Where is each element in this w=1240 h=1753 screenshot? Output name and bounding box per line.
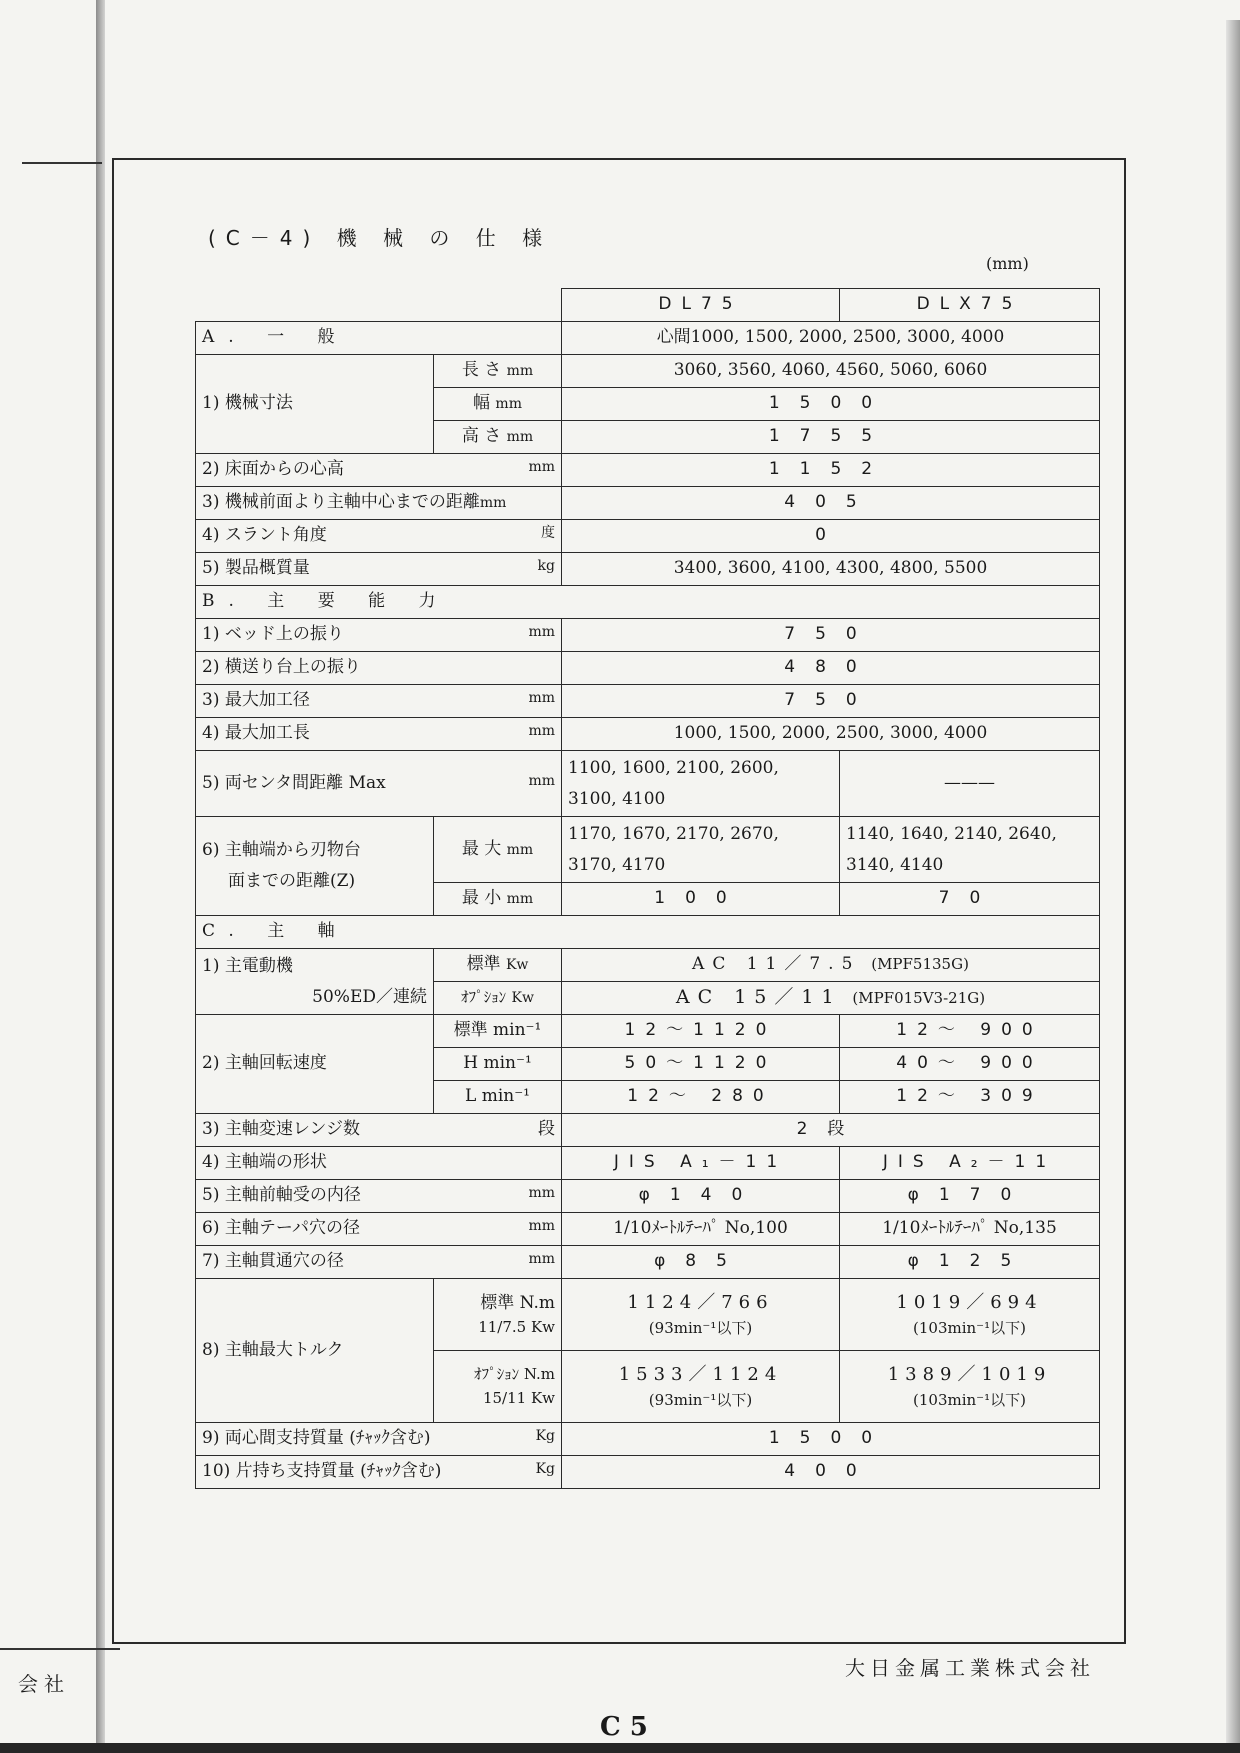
- section-b-row: [196, 586, 1100, 619]
- row-label: 9) 両心間支持質量 (ﾁｬｯｸ含む) Kg: [196, 1423, 562, 1456]
- value-cell: 1/10ﾒｰﾄﾙﾃｰﾊﾟ No,135: [840, 1213, 1100, 1246]
- table-row: [196, 751, 1100, 817]
- header-row: [196, 289, 1100, 322]
- scan-shadow-bottom: [0, 1743, 1240, 1753]
- row-label: 1) ベッド上の振り mm: [196, 619, 562, 652]
- company-name: 大日金属工業株式会社: [845, 1656, 1095, 1680]
- value-cell: φ85: [562, 1246, 840, 1279]
- value-cell: 1389／1019 (103min⁻¹以下): [840, 1351, 1100, 1423]
- row-label: 1) 機械寸法: [196, 355, 434, 454]
- value-cell: 0: [562, 520, 1100, 553]
- value-cell: 12～ 900: [840, 1015, 1100, 1048]
- sub-label: H min⁻¹: [434, 1048, 562, 1081]
- sub-label: ｵﾌﾟｼｮﾝ Kw: [434, 982, 562, 1015]
- value-cell: 1500: [562, 388, 1100, 421]
- table-row: [196, 817, 1100, 883]
- section-a-label: A. 一 般: [196, 322, 562, 355]
- value-cell: JIS A₁－11: [562, 1147, 840, 1180]
- value-cell: 1500: [562, 1423, 1100, 1456]
- sub-label: 標準 Kw: [434, 949, 562, 982]
- row-label: 4) 最大加工長 mm: [196, 718, 562, 751]
- row-label: 5) 製品概質量 kg: [196, 553, 562, 586]
- sub-label: 最 大 mm: [434, 817, 562, 883]
- row-label: 7) 主軸貫通穴の径 mm: [196, 1246, 562, 1279]
- table-row: [196, 718, 1100, 751]
- value-cell: 1533／1124 (93min⁻¹以下): [562, 1351, 840, 1423]
- row-label: 3) 最大加工径 mm: [196, 685, 562, 718]
- value-cell: 50～1120: [562, 1048, 840, 1081]
- row-label: 2) 横送り台上の振り: [196, 652, 562, 685]
- table-row: [196, 1246, 1100, 1279]
- scan-shadow-right: [1226, 20, 1240, 1753]
- spec-table: [195, 288, 1100, 1489]
- value-cell: 750: [562, 619, 1100, 652]
- value-cell: 1100, 1600, 2100, 2600, 3100, 4100: [562, 751, 840, 817]
- value-cell: ———: [840, 751, 1100, 817]
- row-label: 3) 機械前面より主軸中心までの距離mm: [196, 487, 562, 520]
- margin-text-fragment: 会社: [18, 1672, 70, 1696]
- row-label: 3) 主軸変速レンジ数 段: [196, 1114, 562, 1147]
- table-row: [196, 1015, 1100, 1048]
- sub-label: 最 小 mm: [434, 883, 562, 916]
- value-cell: 750: [562, 685, 1100, 718]
- row-label: 6) 主軸端から刃物台 面までの距離(Z): [196, 817, 434, 916]
- table-row: [196, 619, 1100, 652]
- value-cell: 1152: [562, 454, 1100, 487]
- value-cell: 1019／694 (103min⁻¹以下): [840, 1279, 1100, 1351]
- value-cell: φ125: [840, 1246, 1100, 1279]
- sub-label: 高 さ mm: [434, 421, 562, 454]
- table-row: [196, 454, 1100, 487]
- value-cell: 70: [840, 883, 1100, 916]
- model-dlx75-header: DLX75: [840, 289, 1100, 322]
- value-cell: 1140, 1640, 2140, 2640, 3140, 4140: [840, 817, 1100, 883]
- section-b-label: B. 主 要 能 力: [196, 586, 1100, 619]
- sub-label: ｵﾌﾟｼｮﾝ N.m 15/11 Kw: [434, 1351, 562, 1423]
- section-a-row: [196, 322, 1100, 355]
- value-cell: 405: [562, 487, 1100, 520]
- value-cell: 1/10ﾒｰﾄﾙﾃｰﾊﾟ No,100: [562, 1213, 840, 1246]
- row-label: 1) 主電動機 50%ED／連続: [196, 949, 434, 1015]
- row-label: 4) 主軸端の形状: [196, 1147, 562, 1180]
- table-row: [196, 1423, 1100, 1456]
- row-label: 2) 床面からの心高 mm: [196, 454, 562, 487]
- row-label: 8) 主軸最大トルク: [196, 1279, 434, 1423]
- table-row: [196, 1114, 1100, 1147]
- table-row: [196, 652, 1100, 685]
- value-cell: AC 11／7.5 (MPF5135G): [562, 949, 1100, 982]
- sub-label: 幅 mm: [434, 388, 562, 421]
- value-cell: 2段: [562, 1114, 1100, 1147]
- value-cell: 12～1120: [562, 1015, 840, 1048]
- page-number: C 5: [600, 1712, 648, 1742]
- sub-label: 標準 min⁻¹: [434, 1015, 562, 1048]
- table-row: [196, 1213, 1100, 1246]
- table-row: [196, 1456, 1100, 1489]
- model-dl75-header: DL75: [562, 289, 840, 322]
- margin-rule-top: [22, 162, 102, 164]
- value-cell: 400: [562, 1456, 1100, 1489]
- scan-shadow-left: [96, 0, 105, 1753]
- value-cell: 1755: [562, 421, 1100, 454]
- value-cell: 1170, 1670, 2170, 2670, 3170, 4170: [562, 817, 840, 883]
- table-row: [196, 355, 1100, 388]
- value-cell: 1124／766 (93min⁻¹以下): [562, 1279, 840, 1351]
- table-row: [196, 520, 1100, 553]
- header-blank: [196, 289, 562, 322]
- table-row: [196, 949, 1100, 982]
- table-row: [196, 487, 1100, 520]
- row-label: 10) 片持ち支持質量 (ﾁｬｯｸ含む) Kg: [196, 1456, 562, 1489]
- value-cell: 40～ 900: [840, 1048, 1100, 1081]
- value-cell: 480: [562, 652, 1100, 685]
- value-cell: AC 15／11 (MPF015V3-21G): [562, 982, 1100, 1015]
- value-cell: 3400, 3600, 4100, 4300, 4800, 5500: [562, 553, 1100, 586]
- row-label: 4) スラント角度 度: [196, 520, 562, 553]
- value-cell: φ140: [562, 1180, 840, 1213]
- row-label: 5) 両センタ間距離 Max mm: [196, 751, 562, 817]
- page-title: (C－4) 機 械 の 仕 様: [208, 226, 553, 250]
- value-cell: 3060, 3560, 4060, 4560, 5060, 6060: [562, 355, 1100, 388]
- section-a-value: 心間1000, 1500, 2000, 2500, 3000, 4000: [562, 322, 1100, 355]
- value-cell: 1000, 1500, 2000, 2500, 3000, 4000: [562, 718, 1100, 751]
- unit-note: (mm): [986, 254, 1029, 273]
- section-c-label: C. 主 軸: [196, 916, 1100, 949]
- section-c-row: [196, 916, 1100, 949]
- value-cell: 12～ 309: [840, 1081, 1100, 1114]
- row-label: 2) 主軸回転速度: [196, 1015, 434, 1114]
- margin-rule-bottom: [0, 1648, 120, 1650]
- table-row: [196, 685, 1100, 718]
- value-cell: φ170: [840, 1180, 1100, 1213]
- sub-label: L min⁻¹: [434, 1081, 562, 1114]
- row-label: 5) 主軸前軸受の内径 mm: [196, 1180, 562, 1213]
- table-row: [196, 1279, 1100, 1351]
- value-cell: 12～ 280: [562, 1081, 840, 1114]
- sub-label: 長 さ mm: [434, 355, 562, 388]
- row-label: 6) 主軸テーパ穴の径 mm: [196, 1213, 562, 1246]
- value-cell: JIS A₂－11: [840, 1147, 1100, 1180]
- value-cell: 100: [562, 883, 840, 916]
- table-row: [196, 1180, 1100, 1213]
- table-row: [196, 1147, 1100, 1180]
- table-row: [196, 553, 1100, 586]
- sub-label: 標準 N.m 11/7.5 Kw: [434, 1279, 562, 1351]
